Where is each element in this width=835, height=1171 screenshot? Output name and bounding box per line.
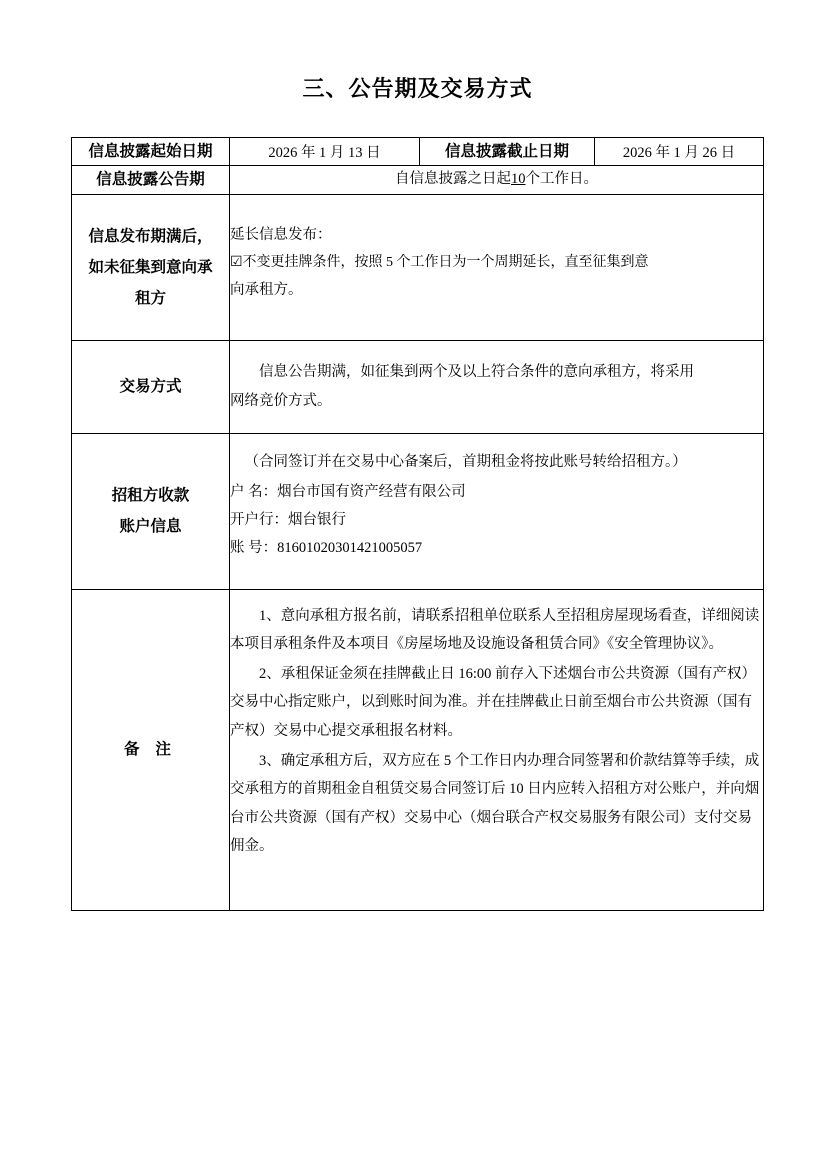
notice-period-days: 10 xyxy=(511,171,526,188)
account-value xyxy=(230,433,764,589)
trade-mode-value xyxy=(230,340,764,433)
account-label-line-1: 招租方收款 xyxy=(111,487,190,505)
trade-mode-line-1: 信息公告期满，如征集到两个及以上符合条件的意向承租方，将采用 xyxy=(259,364,694,381)
expiry-label-line-2: 如未征集到意向承 xyxy=(88,258,213,276)
expiry-label-line-1: 信息发布期满后， xyxy=(88,227,213,245)
expiry-label xyxy=(72,194,230,340)
account-label-line-2: 账户信息 xyxy=(119,518,182,536)
notice-period-value xyxy=(230,166,764,195)
remark-item-3: 3、确定承租方后，双方应在 5 个工作日内办理合同签署和价款结算等手续，成交承租方的首期租金自租赁交易合同签订后 10 日内应转入招租方对公账户，并向烟台市公共资源（国有产权）交易中心（烟台联合产权交易服务有限公司）支付交易佣金。 xyxy=(230,753,760,854)
announcement-table xyxy=(71,137,764,911)
disclosure-start-label: 信息披露起始日期 xyxy=(72,138,230,166)
account-label xyxy=(72,433,230,589)
account-bank: 开户行：烟台银行 xyxy=(230,512,346,529)
page-title: 三、公告期及交易方式 xyxy=(302,76,533,101)
expiry-label-line-3: 租方 xyxy=(134,289,166,307)
extend-notice-option: ☑不变更挂牌条件，按照 5 个工作日为一个周期延长，直至征集到意 xyxy=(230,254,649,270)
remarks-label xyxy=(72,589,230,910)
notice-period-prefix: 自信息披露之日起 xyxy=(395,171,511,188)
expiry-value xyxy=(230,194,764,340)
table-row xyxy=(72,589,764,910)
remarks-value xyxy=(230,589,764,910)
account-note: （合同签订并在交易中心备案后，首期租金将按此账号转给招租方。） xyxy=(244,453,687,470)
account-name: 户 名：烟台市国有资产经营有限公司 xyxy=(230,483,466,500)
trade-mode-label: 交易方式 xyxy=(72,340,230,433)
remark-item-1: 1、意向承租方报名前，请联系招租单位联系人至招租房屋现场看查，详细阅读本项目承租条件及本项目《房屋场地及设施设备租赁合同》《安全管理协议》。 xyxy=(230,607,760,652)
table-row xyxy=(72,340,764,433)
trade-mode-line-2: 网络竞价方式。 xyxy=(230,392,332,409)
table-row xyxy=(72,194,764,340)
disclosure-end-label: 信息披露截止日期 xyxy=(420,138,595,166)
disclosure-start-value: 2026 年 1 月 13 日 xyxy=(230,138,420,166)
table-row xyxy=(72,433,764,589)
disclosure-end-value: 2026 年 1 月 26 日 xyxy=(595,138,764,166)
table-row xyxy=(72,138,764,166)
extend-notice-option-cont: 向承租方。 xyxy=(230,282,303,299)
extend-notice-heading: 延长信息发布： xyxy=(230,226,332,243)
notice-period-label: 信息披露公告期 xyxy=(72,166,230,195)
remarks-label-text: 备 注 xyxy=(124,741,177,759)
notice-period-suffix: 个工作日。 xyxy=(525,171,598,188)
account-number: 账 号：81601020301421005057 xyxy=(230,540,423,557)
table-row xyxy=(72,166,764,195)
remark-item-2: 2、承租保证金须在挂牌截止日 16:00 前存入下述烟台市公共资源（国有产权）交易中心指定账户，以到账时间为准。并在挂牌截止日前至烟台市公共资源（国有产权）交易中心提交承租报名材料。 xyxy=(230,666,757,739)
document-page xyxy=(0,72,835,1171)
